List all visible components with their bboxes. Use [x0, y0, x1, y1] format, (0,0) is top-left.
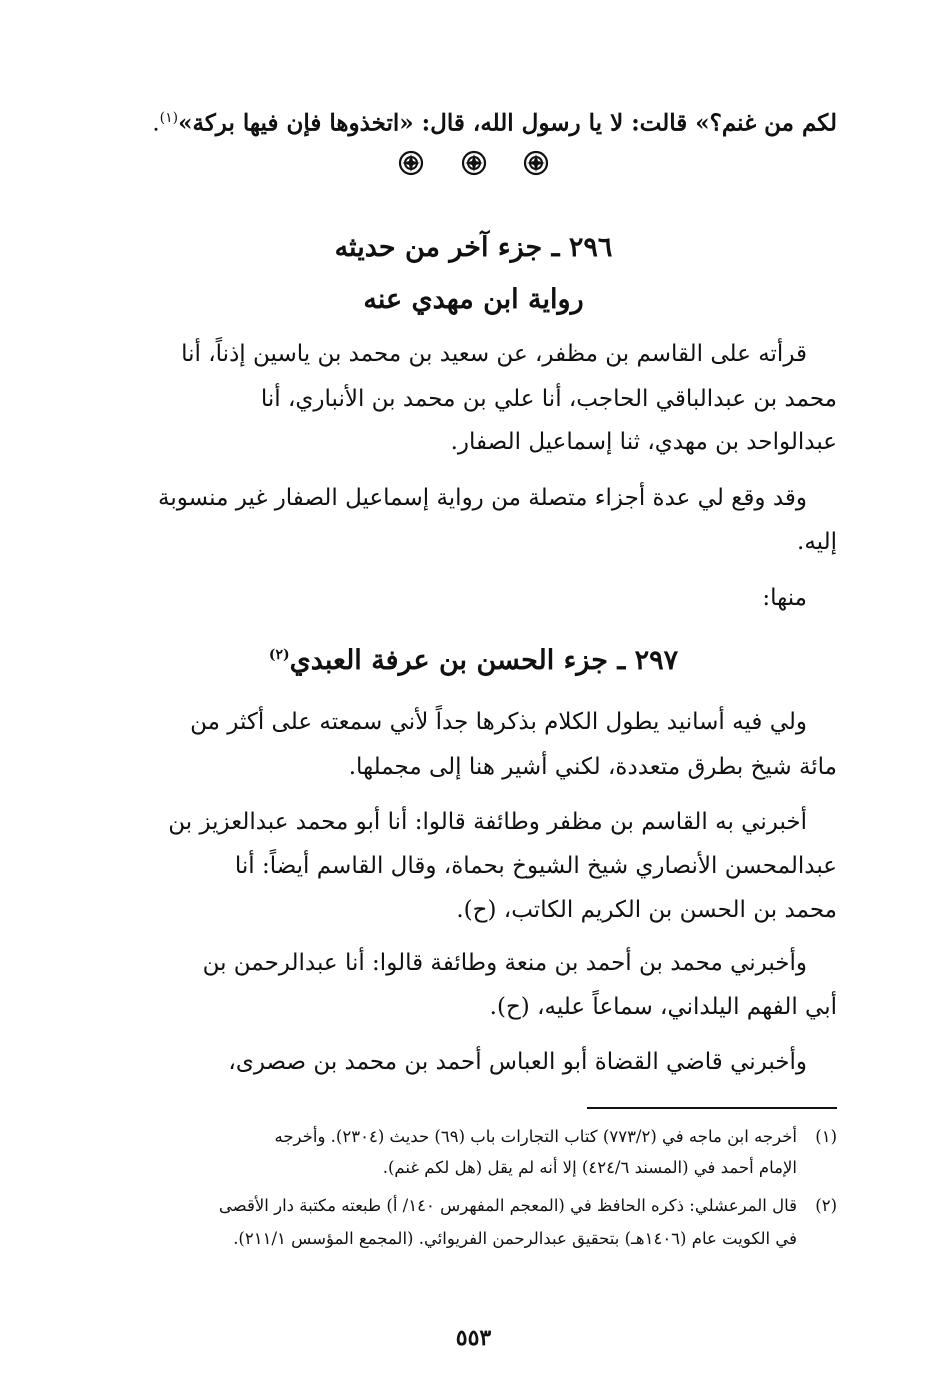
footnote-ref-1: (١) — [159, 110, 179, 126]
s297-p2-line2: عبدالمحسن الأنصاري شيخ الشيوخ بحماة، وقال القاسم أيضاً: أنا — [234, 853, 837, 879]
continuation-line — [95, 96, 837, 147]
s297-p1-line2: مائة شيخ بطرق متعددة، لكني أشير هنا إلى مجملها. — [348, 754, 837, 780]
footnote-2-number: (٢) — [815, 1196, 837, 1215]
footnote-2-line2: في الكويت عام (١٤٠٦هـ) بتحقيق عبدالرحمن الفريوائي. (المجمع المؤسس ٢١١/١). — [233, 1229, 797, 1248]
s297-p2-line1: أخبرني به القاسم بن مظفر وطائفة قالوا: أنا أبو محمد عبدالعزيز بن — [168, 809, 807, 835]
s297-p1-line1: ولي فيه أسانيد يطول الكلام بذكرها جداً لأني سمعته على أكثر من — [190, 709, 807, 735]
section-297-title-text: ٢٩٧ ـ جزء الحسن بن عرفة العبدي — [289, 645, 679, 676]
s296-p1-line3: عبدالواحد بن مهدي، ثنا إسماعيل الصفار. — [450, 429, 837, 455]
s297-p2-line3: محمد بن الحسن بن الكريم الكاتب، (ح). — [456, 897, 837, 923]
s297-p4-line1: وأخبرني قاضي القضاة أبو العباس أحمد بن محمد بن صصرى، — [228, 1049, 807, 1075]
period: . — [152, 110, 160, 137]
ornament-rosette-icon — [523, 150, 549, 176]
s296-p3: منها: — [762, 585, 807, 611]
s296-p2-line1: وقد وقع لي عدة أجزاء متصلة من رواية إسماعيل الصفار غير منسوبة — [158, 485, 807, 511]
ornament-divider — [0, 150, 947, 183]
footnote-2-line1 — [95, 1191, 837, 1221]
footnote-1-text: أخرجه ابن ماجه في (٧٧٣/٢) كتاب التجارات باب (٦٩) حديث (٢٣٠٤). وأخرجه — [274, 1127, 797, 1146]
s297-p3-line1: وأخبرني محمد بن أحمد بن منعة وطائفة قالوا: أنا عبدالرحمن بن — [202, 950, 807, 976]
footnote-1-number: (١) — [815, 1127, 837, 1146]
section-297-title — [0, 645, 947, 676]
s296-p1-line1: قرأته على القاسم بن مظفر، عن سعيد بن محمد بن ياسين إذناً، أنا — [181, 341, 807, 367]
section-296-subtitle: رواية ابن مهدي عنه — [363, 284, 584, 315]
footnote-2-text: قال المرعشلي: ذكره الحافظ في (المعجم المفهرس ١٤٠/ أ) طبعته مكتبة دار الأقصى — [218, 1196, 797, 1215]
footnote-separator — [587, 1107, 837, 1109]
s296-p1-line2: محمد بن عبدالباقي الحاجب، أنا علي بن محمد بن الأنباري، أنا — [260, 386, 837, 412]
page-number: ٥٥٣ — [455, 1325, 492, 1351]
section-296-title: ٢٩٦ ـ جزء آخر من حديثه — [334, 232, 613, 263]
footnote-ref-2: (٢) — [268, 647, 290, 663]
s297-p3-line2: أبي الفهم اليلداني، سماعاً عليه، (ح). — [489, 994, 837, 1020]
ornament-rosette-icon — [398, 150, 424, 176]
hadith-text: لكم من غنم؟» قالت: لا يا رسول الله، قال: «اتخذوها فإن فيها بركة» — [178, 109, 837, 137]
footnote-1-line1 — [95, 1122, 837, 1152]
footnote-1-line2: الإمام أحمد في (المسند ٤٢٤/٦) إلا أنه لم يقل (هل لكم غنم). — [382, 1158, 797, 1177]
ornament-rosette-icon — [461, 150, 487, 176]
s296-p2-line2: إليه. — [797, 529, 837, 555]
